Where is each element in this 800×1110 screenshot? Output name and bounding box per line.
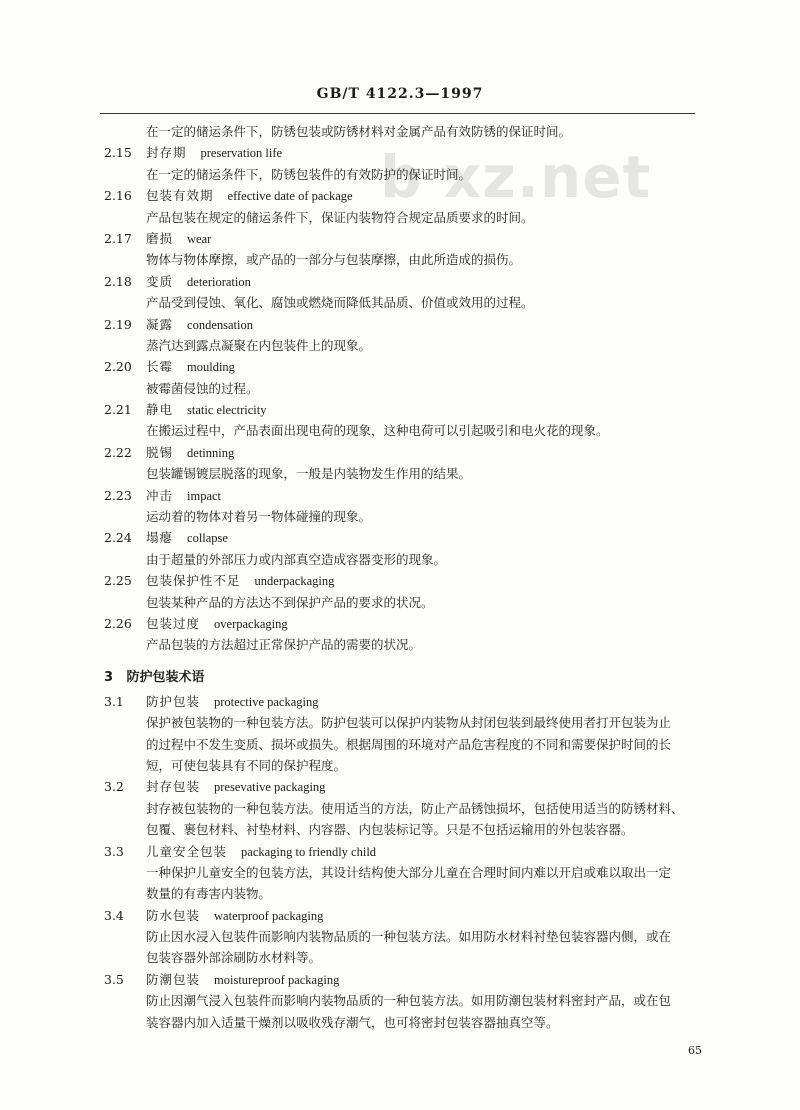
term-definition: 一种保护儿童安全的包装方法，其设计结构使大部分儿童在合理时间内难以开启或难以取出一定 [146, 864, 672, 880]
term-entry [104, 142, 704, 163]
term-english: moulding [187, 360, 235, 375]
term-chinese: 包装有效期 [146, 188, 214, 204]
term-number: 2.22 [104, 444, 132, 460]
term-chinese: 防潮包装 [146, 971, 201, 987]
term-definition: 物体与物体摩擦，或产品的一部分与包装摩擦，由此所造成的损伤。 [146, 252, 522, 268]
header-rule [100, 113, 695, 114]
term-definition: 产品受到侵蚀、氧化、腐蚀或燃烧而降低其品质、价值或效用的过程。 [146, 295, 534, 311]
term-number: 2.24 [104, 530, 132, 546]
term-definition: 运动着的物体对着另一物体碰撞的现象。 [146, 509, 372, 525]
term-definition: 的过程中不发生变质、损坏或损失。根据周围的环境对产品危害程度的不同和需要保护时间的长 [146, 736, 672, 752]
term-list-section-2 [104, 121, 704, 656]
term-chinese: 脱锡 [146, 444, 174, 460]
term-definition: 短，可使包装具有不同的保护程度。 [146, 757, 347, 773]
term-entry [104, 570, 704, 591]
term-definition: 产品包装的方法超过正常保护产品的需要的状况。 [146, 637, 422, 653]
term-entry [104, 228, 704, 249]
term-number: 3.3 [104, 843, 124, 859]
term-english: deterioration [187, 274, 251, 289]
term-chinese: 封存包装 [146, 779, 201, 795]
watermark: b xz.net [380, 143, 652, 211]
term-english: protective packaging [214, 694, 319, 709]
term-definition: 保护被包装物的一种包装方法。防护包装可以保护内装物从封闭包装到最终使用者打开包装为止 [146, 715, 672, 731]
section-heading [104, 666, 704, 685]
term-definition: 被霉菌侵蚀的过程。 [146, 380, 259, 396]
term-entry [104, 841, 704, 862]
term-entry [104, 271, 704, 292]
term-number: 2.20 [104, 359, 132, 375]
term-chinese: 包装过度 [146, 615, 201, 631]
term-english: impact [187, 488, 222, 503]
term-entry [104, 399, 704, 420]
page-number: 65 [688, 1044, 702, 1057]
term-chinese: 封存期 [146, 145, 187, 161]
term-english: collapse [187, 531, 228, 546]
term-english: waterproof packaging [214, 908, 324, 923]
term-definition: 在一定的储运条件下，防锈包装件的有效防护的保证时间。 [146, 166, 472, 182]
section-title: 防护包装术语 [126, 669, 205, 685]
term-number: 2.18 [104, 273, 132, 289]
term-definition: 包装容器外部涂刷防水材料等。 [146, 950, 322, 966]
term-entry [104, 613, 704, 634]
term-english: detinning [187, 445, 235, 460]
document-body [104, 121, 704, 1033]
term-entry [104, 314, 704, 335]
term-english: wear [187, 231, 212, 246]
term-english: preservation life [200, 146, 283, 161]
term-entry [104, 485, 704, 506]
term-definition: 在一定的储运条件下，防锈包装或防锈材料对金属产品有效防锈的保证时间。 [146, 124, 572, 139]
term-definition: 在搬运过程中，产品表面出现电荷的现象，这种电荷可以引起吸引和电火花的现象。 [146, 423, 609, 439]
term-chinese: 磨损 [146, 230, 174, 246]
term-chinese: 儿童安全包装 [146, 843, 228, 859]
term-list-section-3 [104, 691, 704, 1033]
term-definition: 由于超量的外部压力或内部真空造成容器变形的现象。 [146, 551, 447, 567]
term-entry [104, 905, 704, 926]
term-definition: 封存被包装物的一种包装方法。使用适当的方法，防止产品锈蚀损坏，包括使用适当的防锈材料、 [146, 800, 684, 816]
term-chinese: 防水包装 [146, 907, 201, 923]
term-number: 3.5 [104, 971, 124, 987]
term-definition: 蒸汽达到露点凝聚在内包装件上的现象。 [146, 337, 372, 353]
term-chinese: 塌瘪 [146, 530, 174, 546]
term-definition: 数量的有毒害内装物。 [146, 886, 272, 902]
term-definition: 装容器内加入适量干燥剂以吸收残存潮气，也可将密封包装容器抽真空等。 [146, 1014, 559, 1030]
standard-header: GB/T 4122.3—1997 [316, 86, 484, 102]
term-number: 2.19 [104, 316, 132, 332]
term-chinese: 防护包装 [146, 693, 201, 709]
term-number: 2.16 [104, 188, 132, 204]
term-number: 3.1 [104, 693, 124, 709]
term-chinese: 冲击 [146, 487, 174, 503]
term-english: presevative packaging [214, 780, 326, 795]
term-english: effective date of package [227, 189, 353, 204]
term-english: packaging to friendly child [241, 844, 377, 859]
term-chinese: 静电 [146, 402, 174, 418]
term-chinese: 变质 [146, 273, 174, 289]
term-number: 3.4 [104, 907, 124, 923]
term-definition: 包覆、裹包材料、衬垫材料、内容器、内包装标记等。只是不包括运输用的外包装容器。 [146, 822, 634, 838]
term-entry [104, 356, 704, 377]
term-definition: 防止因潮气浸入包装件而影响内装物品质的一种包装方法。如用防潮包装材料密封产品，或在包 [146, 993, 672, 1009]
term-entry [104, 776, 704, 797]
term-number: 2.21 [104, 402, 132, 418]
term-chinese: 长霉 [146, 359, 174, 375]
term-english: static electricity [187, 403, 267, 418]
term-entry [104, 969, 704, 990]
term-chinese: 包装保护性不足 [146, 573, 241, 589]
term-entry [104, 185, 704, 206]
term-number: 2.25 [104, 573, 132, 589]
term-number: 2.23 [104, 487, 132, 503]
term-chinese: 凝露 [146, 316, 174, 332]
term-definition: 防止因水浸入包装件而影响内装物品质的一种包装方法。如用防水材料衬垫包装容器内侧，或在 [146, 929, 672, 945]
term-english: underpackaging [254, 574, 335, 589]
term-entry [104, 527, 704, 548]
term-english: condensation [187, 317, 253, 332]
term-number: 2.17 [104, 230, 132, 246]
term-english: overpackaging [214, 616, 288, 631]
term-english: moistureproof packaging [214, 972, 340, 987]
term-number: 2.15 [104, 145, 132, 161]
section-number: 3 [104, 669, 114, 685]
term-definition: 产品包装在规定的储运条件下，保证内装物符合规定品质要求的时间。 [146, 209, 534, 225]
term-entry [104, 442, 704, 463]
term-number: 3.2 [104, 779, 124, 795]
term-definition: 包装某种产品的方法达不到保护产品的要求的状况。 [146, 594, 434, 610]
term-number: 2.26 [104, 615, 132, 631]
term-definition: 包装罐锡镀层脱落的现象，一般是内装物发生作用的结果。 [146, 466, 472, 482]
term-entry [104, 691, 704, 712]
